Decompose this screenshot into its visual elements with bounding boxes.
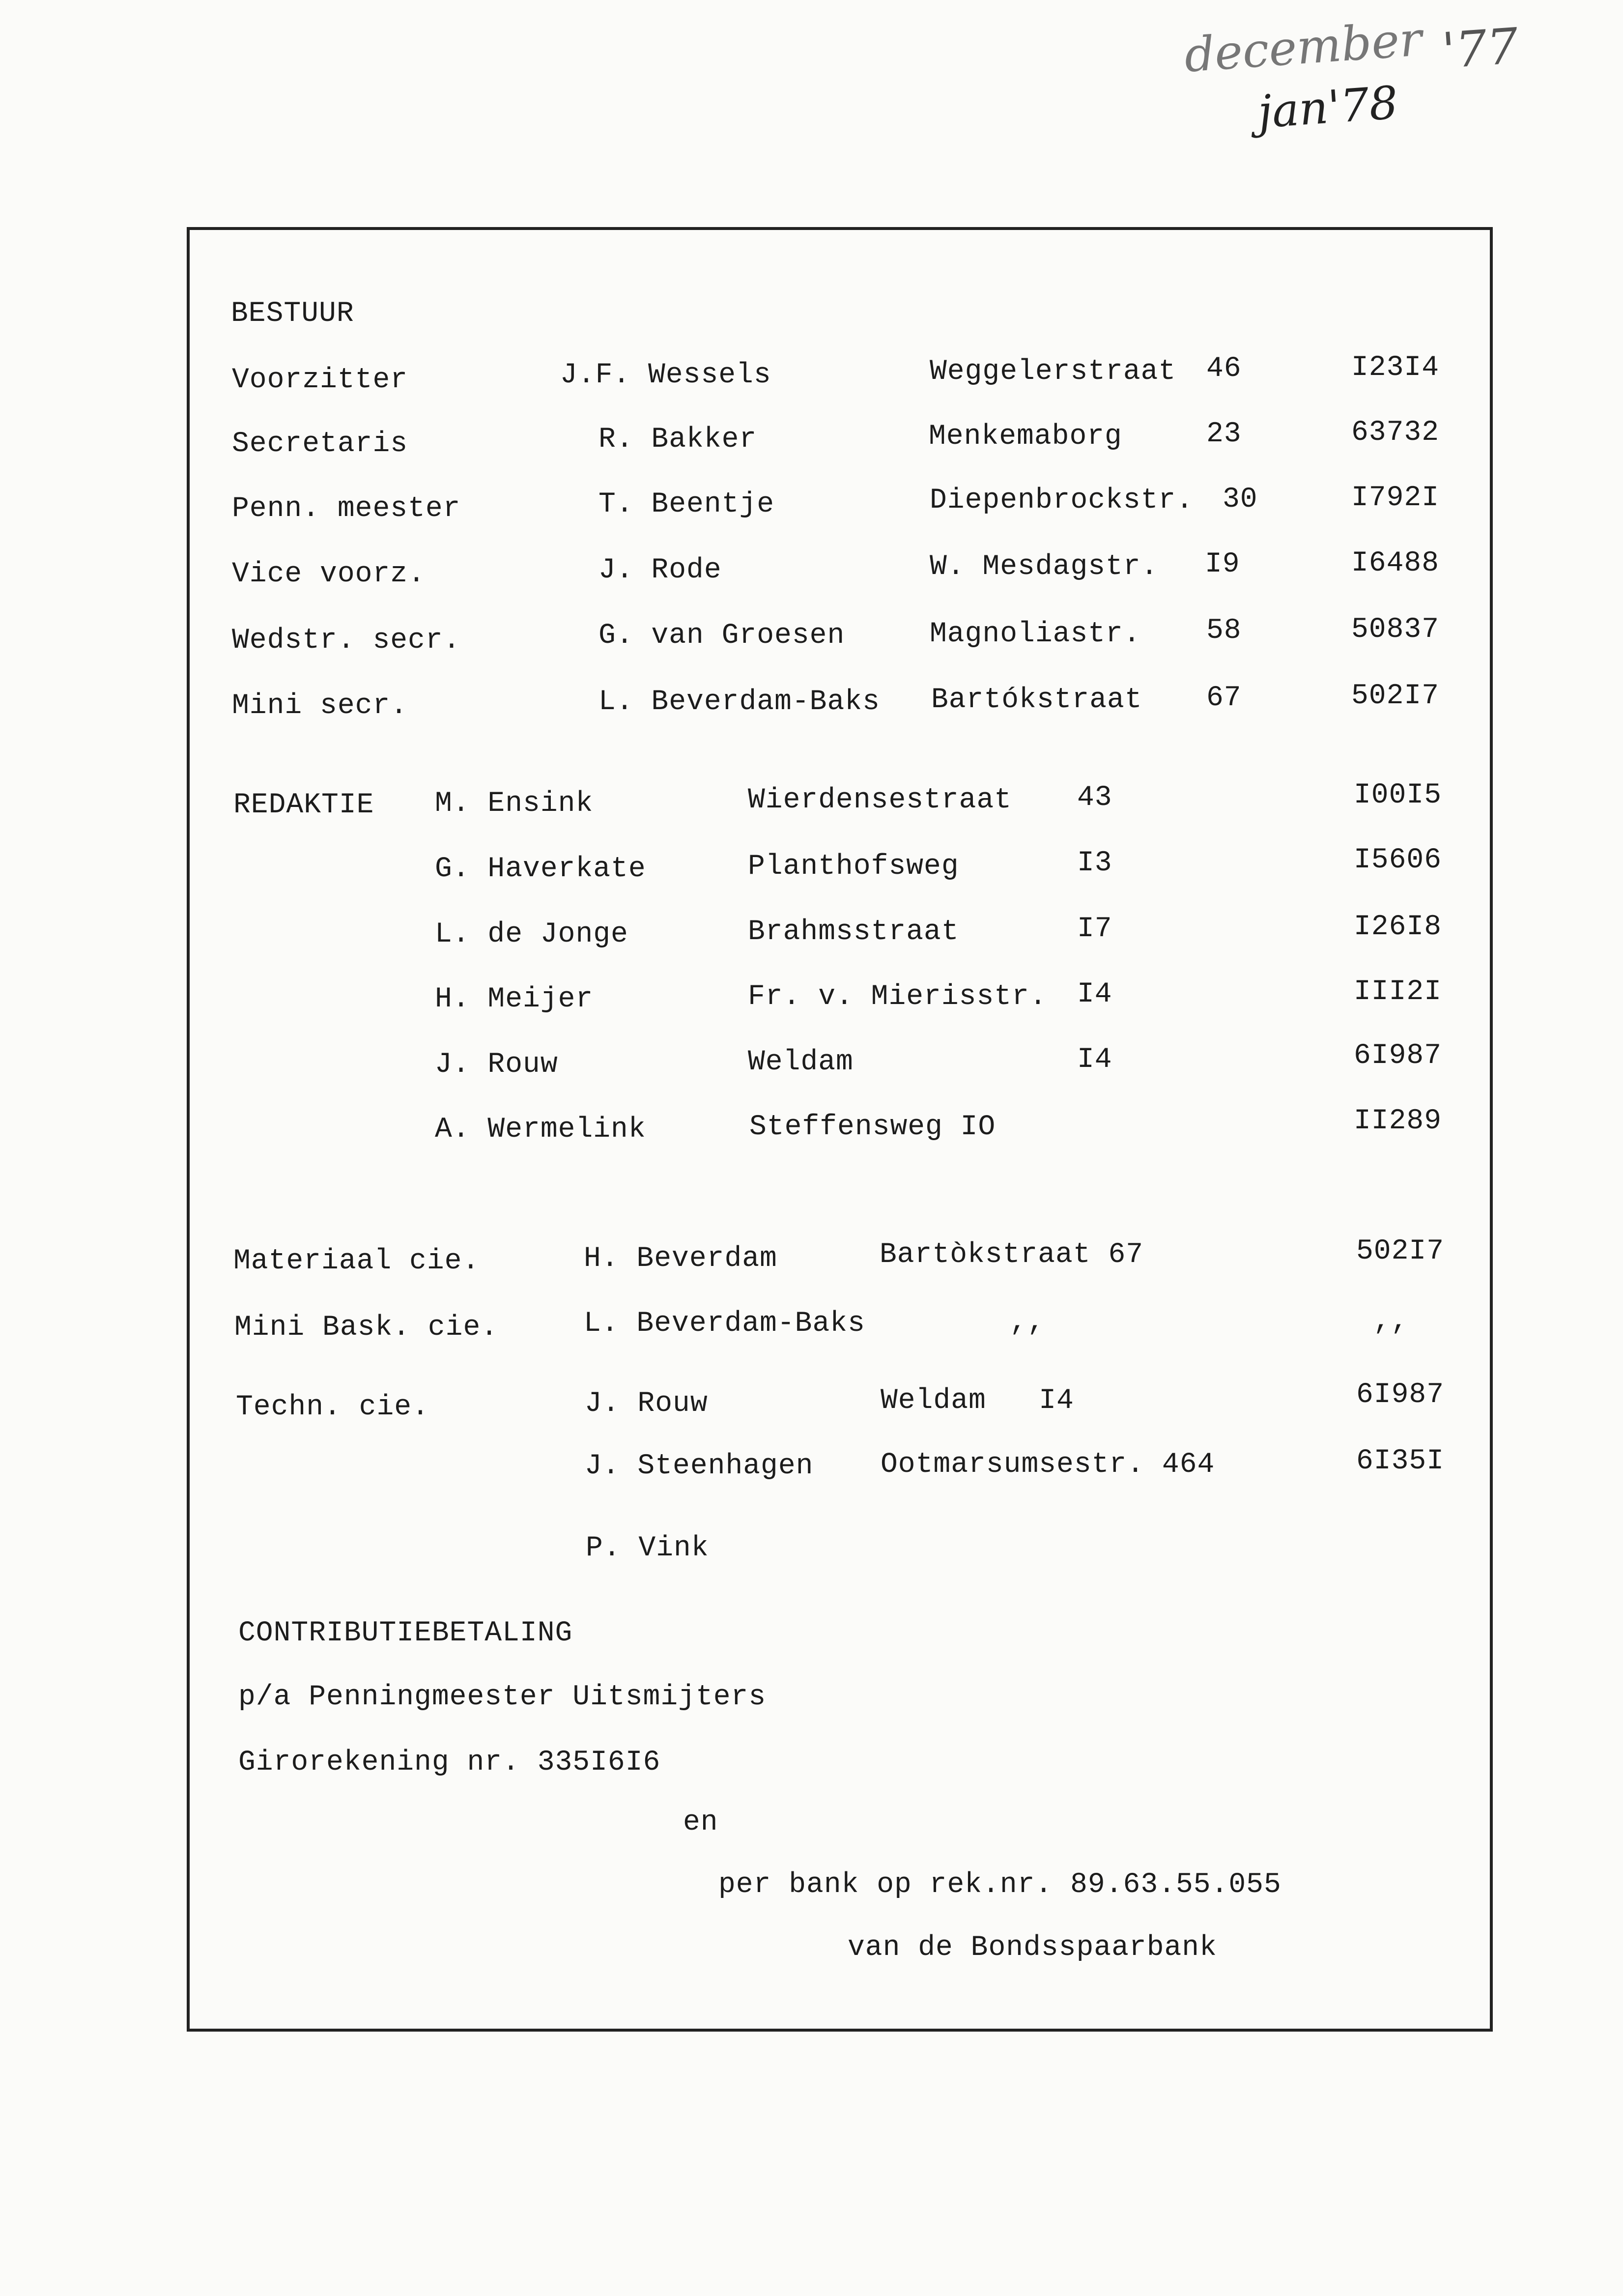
bestuur-street: Magnoliastr. [930,618,1141,650]
bestuur-number: 67 [1206,682,1242,714]
redaktie-name: M. Ensink [435,788,594,820]
handwritten-year-77: '77 [1440,17,1520,80]
redaktie-phone: I26I8 [1354,911,1442,943]
redaktie-street: Planthofsweg [748,851,959,883]
redaktie-number: 43 [1077,782,1112,814]
bestuur-role: Wedstr. secr. [232,625,461,657]
redaktie-number: I4 [1077,978,1112,1010]
bestuur-name: G. van Groesen [598,620,845,652]
commissie-name: P. Vink [586,1532,709,1564]
commissie-name: J. Rouw [585,1388,708,1420]
bestuur-street: Bartókstraat [931,684,1142,716]
handwritten-jan-78: jan'78 [1256,76,1400,139]
bestuur-number: 30 [1223,484,1258,516]
contributie-line: en [683,1807,718,1838]
commissie-name: L. Beverdam-Baks [584,1308,865,1340]
bestuur-number: 58 [1206,615,1242,647]
contributie-line: p/a Penningmeester Uitsmijters [238,1681,767,1713]
contributie-heading: CONTRIBUTIEBETALING [238,1617,573,1649]
bestuur-phone: 50837 [1351,614,1440,646]
bestuur-role: Secretaris [232,428,408,460]
commissie-address: Ootmarsumsestr. 464 [881,1449,1215,1481]
bestuur-name: L. Beverdam-Baks [598,686,880,718]
bestuur-street: Diepenbrockstr. [930,485,1194,517]
bestuur-phone: I6488 [1351,547,1440,579]
contributie-line: Girorekening nr. 335I6I6 [238,1747,661,1779]
commissie-address: Bartòkstraat 67 [880,1239,1144,1271]
redaktie-name: A. Wermelink [435,1114,646,1146]
handwritten-month-december: december [1182,11,1424,83]
bestuur-number: I9 [1205,548,1240,580]
redaktie-number: I7 [1077,913,1112,945]
redaktie-number: I3 [1077,847,1112,879]
redaktie-number: I4 [1077,1044,1112,1076]
commissie-role: Materiaal cie. [233,1245,480,1277]
bestuur-role: Vice voorz. [232,558,426,590]
redaktie-street: Fr. v. Mierisstr. [748,981,1047,1013]
commissie-phone: 502I7 [1356,1235,1445,1267]
redaktie-heading: REDAKTIE [233,789,374,821]
bestuur-name: J.F. Wessels [560,359,771,391]
commissie-role: Mini Bask. cie. [234,1312,499,1344]
bestuur-number: 46 [1206,353,1242,385]
commissie-address: ,, [1010,1306,1045,1338]
bestuur-street: W. Mesdagstr. [930,551,1159,583]
commissie-phone: 6I987 [1356,1379,1445,1411]
bestuur-role: Mini secr. [232,690,408,722]
bestuur-phone: 63732 [1351,417,1440,449]
redaktie-phone: I5606 [1354,844,1442,876]
redaktie-street: Brahmsstraat [748,916,959,948]
redaktie-street: Wierdensestraat [748,784,1012,816]
contributie-line: per bank op rek.nr. 89.63.55.055 [718,1869,1281,1901]
bestuur-heading: BESTUUR [231,298,354,330]
redaktie-name: L. de Jonge [435,918,628,950]
redaktie-phone: 6I987 [1354,1040,1442,1072]
commissie-phone: 6I35I [1356,1445,1445,1477]
commissie-role: Techn. cie. [236,1391,429,1423]
bestuur-phone: I792I [1351,482,1440,514]
redaktie-street: Weldam [748,1046,854,1078]
redaktie-phone: I00I5 [1354,779,1442,811]
contributie-line: van de Bondsspaarbank [848,1932,1217,1964]
commissie-phone: ,, [1373,1305,1409,1337]
redaktie-phone: III2I [1354,976,1442,1008]
bestuur-street: Weggelerstraat [930,356,1176,388]
bestuur-phone: I23I4 [1351,352,1440,384]
bestuur-phone: 502I7 [1351,680,1440,712]
bestuur-street: Menkemaborg [929,421,1122,453]
redaktie-name: J. Rouw [435,1049,558,1081]
redaktie-street: Steffensweg IO [749,1111,996,1143]
redaktie-name: H. Meijer [435,983,594,1015]
bestuur-name: T. Beentje [598,488,775,520]
commissie-name: H. Beverdam [584,1243,777,1275]
bestuur-name: R. Bakker [598,424,757,456]
commissie-name: J. Steenhagen [585,1450,814,1482]
bestuur-role: Voorzitter [232,364,408,396]
bestuur-number: 23 [1206,418,1242,450]
commissie-address: Weldam I4 [881,1385,1074,1417]
bestuur-role: Penn. meester [232,493,461,525]
redaktie-phone: II289 [1354,1105,1442,1137]
bestuur-name: J. Rode [598,554,722,586]
redaktie-name: G. Haverkate [435,853,646,885]
